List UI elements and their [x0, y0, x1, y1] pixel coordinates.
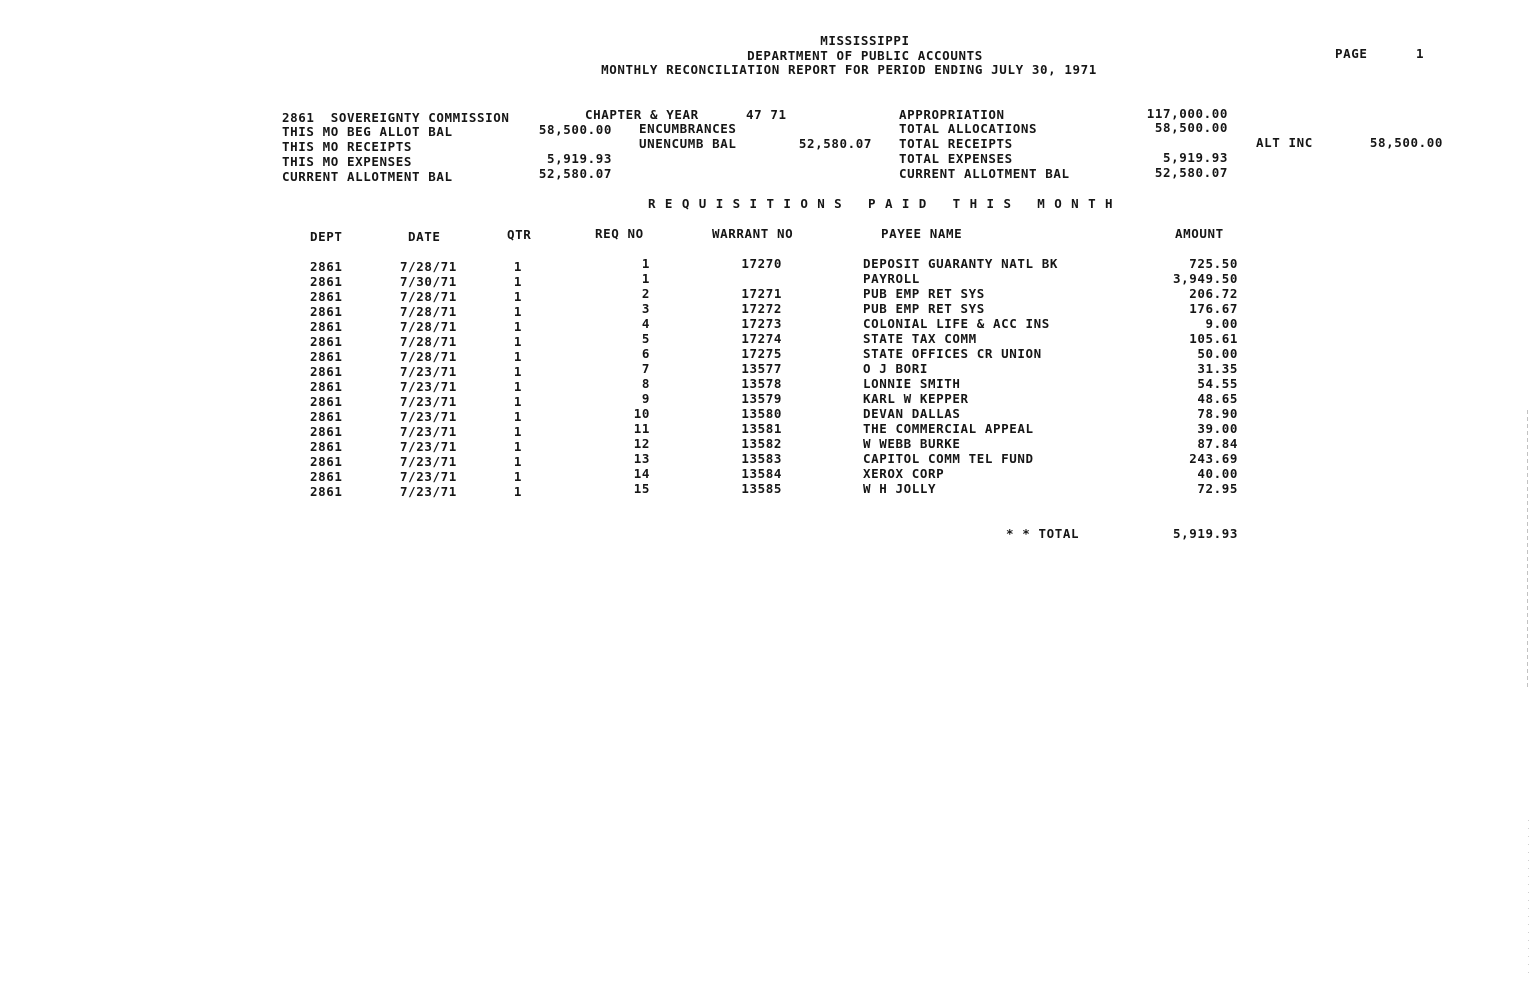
- receipts-label: THIS MO RECEIPTS: [282, 139, 413, 154]
- unencumb-bal-value: 52,580.07: [798, 136, 872, 151]
- cell-date: 7/30/71: [400, 274, 457, 289]
- cell-date: 7/23/71: [400, 439, 457, 454]
- expenses-value: 5,919.93: [546, 151, 612, 166]
- total-value: 5,919.93: [1172, 526, 1238, 541]
- cell-warrant-no: 13579: [741, 391, 782, 406]
- cell-amount: 243.69: [1189, 451, 1238, 466]
- cell-qtr: 1: [513, 304, 523, 319]
- current-allot-bal-value-right: 52,580.07: [1154, 165, 1228, 180]
- cell-req-no: 1: [641, 271, 650, 286]
- cell-warrant-no: 17273: [741, 316, 782, 331]
- col-header-payee-name: PAYEE NAME: [881, 226, 963, 241]
- cell-req-no: 7: [641, 361, 650, 376]
- cell-req-no: 6: [641, 346, 650, 361]
- beg-allot-bal-value: 58,500.00: [538, 122, 612, 137]
- report-state: MISSISSIPPI: [820, 33, 910, 48]
- cell-date: 7/23/71: [400, 364, 457, 379]
- cell-payee: W WEBB BURKE: [863, 436, 961, 451]
- cell-payee: KARL W KEPPER: [863, 391, 969, 406]
- col-header-qtr: QTR: [507, 227, 532, 242]
- cell-dept: 2861: [310, 364, 343, 379]
- cell-warrant-no: 13582: [741, 436, 782, 451]
- cell-amount: 725.50: [1189, 256, 1238, 271]
- cell-req-no: 14: [633, 466, 650, 481]
- cell-req-no: 2: [641, 286, 650, 301]
- cell-dept: 2861: [310, 304, 343, 319]
- cell-payee: PAYROLL: [863, 271, 920, 286]
- scan-edge-artifact: [1527, 410, 1528, 690]
- cell-date: 7/28/71: [400, 289, 457, 304]
- cell-warrant-no: 17275: [741, 346, 782, 361]
- cell-req-no: 8: [641, 376, 650, 391]
- cell-warrant-no: 13580: [741, 406, 782, 421]
- cell-date: 7/28/71: [400, 319, 457, 334]
- cell-amount: 176.67: [1189, 301, 1238, 316]
- cell-qtr: 1: [513, 409, 523, 424]
- cell-qtr: 1: [513, 319, 523, 334]
- cell-date: 7/23/71: [400, 394, 457, 409]
- cell-dept: 2861: [310, 259, 343, 274]
- cell-date: 7/28/71: [400, 304, 457, 319]
- cell-amount: 39.00: [1197, 421, 1238, 436]
- cell-date: 7/23/71: [400, 484, 457, 499]
- total-receipts-label: TOTAL RECEIPTS: [899, 136, 1013, 151]
- cell-dept: 2861: [310, 484, 343, 499]
- section-title: REQUISITIONS PAID THIS MONTH: [648, 196, 1122, 211]
- cell-amount: 87.84: [1197, 436, 1238, 451]
- cell-dept: 2861: [310, 379, 343, 394]
- cell-dept: 2861: [310, 319, 343, 334]
- cell-amount: 105.61: [1189, 331, 1238, 346]
- cell-amount: 9.00: [1205, 316, 1238, 331]
- page-label: PAGE: [1335, 46, 1368, 61]
- cell-warrant-no: 17272: [741, 301, 782, 316]
- current-allot-bal-label: CURRENT ALLOTMENT BAL: [282, 169, 453, 184]
- cell-qtr: 1: [513, 334, 523, 349]
- cell-payee: STATE OFFICES CR UNION: [863, 346, 1042, 361]
- cell-payee: DEVAN DALLAS: [863, 406, 961, 421]
- cell-req-no: 9: [641, 391, 650, 406]
- page-number: 1: [1416, 46, 1425, 61]
- col-header-req-no: REQ NO: [595, 226, 644, 241]
- cell-qtr: 1: [513, 364, 523, 379]
- cell-amount: 54.55: [1197, 376, 1238, 391]
- cell-req-no: 11: [633, 421, 650, 436]
- col-header-warrant-no: WARRANT NO: [712, 226, 794, 241]
- cell-date: 7/28/71: [400, 349, 457, 364]
- cell-date: 7/28/71: [400, 259, 457, 274]
- cell-date: 7/23/71: [400, 469, 457, 484]
- cell-payee: XEROX CORP: [863, 466, 945, 481]
- cell-payee: O J BORI: [863, 361, 929, 376]
- chapter-year-value: 47 71: [746, 107, 787, 122]
- cell-req-no: 13: [633, 451, 650, 466]
- cell-payee: PUB EMP RET SYS: [863, 286, 985, 301]
- current-allot-bal-label-right: CURRENT ALLOTMENT BAL: [899, 166, 1070, 181]
- cell-qtr: 1: [513, 454, 523, 469]
- cell-req-no: 4: [641, 316, 650, 331]
- cell-date: 7/23/71: [400, 424, 457, 439]
- cell-date: 7/23/71: [400, 379, 457, 394]
- cell-req-no: 5: [641, 331, 650, 346]
- cell-dept: 2861: [310, 274, 343, 289]
- cell-qtr: 1: [513, 289, 523, 304]
- cell-warrant-no: 17271: [741, 286, 782, 301]
- cell-payee: COLONIAL LIFE & ACC INS: [863, 316, 1050, 331]
- cell-dept: 2861: [310, 439, 343, 454]
- cell-qtr: 1: [513, 379, 523, 394]
- cell-warrant-no: 13584: [741, 466, 782, 481]
- cell-qtr: 1: [513, 469, 523, 484]
- cell-payee: W H JOLLY: [863, 481, 937, 496]
- col-header-dept: DEPT: [310, 229, 343, 244]
- cell-req-no: 10: [633, 406, 650, 421]
- cell-req-no: 3: [641, 301, 650, 316]
- cell-amount: 78.90: [1197, 406, 1238, 421]
- alt-inc-value: 58,500.00: [1369, 135, 1443, 150]
- cell-payee: STATE TAX COMM: [863, 331, 977, 346]
- total-label: * * TOTAL: [1006, 526, 1080, 541]
- unencumb-bal-label: UNENCUMB BAL: [639, 136, 737, 151]
- cell-date: 7/23/71: [400, 409, 457, 424]
- cell-qtr: 1: [513, 349, 523, 364]
- scan-edge-artifact-lower: [1528, 820, 1529, 980]
- cell-dept: 2861: [310, 289, 343, 304]
- appropriation-value: 117,000.00: [1146, 106, 1228, 121]
- cell-amount: 50.00: [1197, 346, 1238, 361]
- cell-dept: 2861: [310, 349, 343, 364]
- report-department: DEPARTMENT OF PUBLIC ACCOUNTS: [747, 48, 983, 63]
- cell-warrant-no: 13585: [741, 481, 782, 496]
- cell-warrant-no: 17274: [741, 331, 782, 346]
- cell-qtr: 1: [513, 484, 523, 499]
- total-allocations-label: TOTAL ALLOCATIONS: [899, 121, 1038, 136]
- cell-dept: 2861: [310, 469, 343, 484]
- cell-payee: CAPITOL COMM TEL FUND: [863, 451, 1034, 466]
- cell-warrant-no: 13581: [741, 421, 782, 436]
- cell-qtr: 1: [513, 259, 523, 274]
- encumbrances-label: ENCUMBRANCES: [639, 121, 737, 136]
- cell-payee: PUB EMP RET SYS: [863, 301, 985, 316]
- cell-req-no: 12: [633, 436, 650, 451]
- alt-inc-label: ALT INC: [1256, 135, 1313, 150]
- cell-amount: 3,949.50: [1172, 271, 1238, 286]
- report-title: MONTHLY RECONCILIATION REPORT FOR PERIOD ENDING JULY 30, 1971: [601, 62, 1097, 77]
- chapter-year-label: CHAPTER & YEAR: [585, 107, 699, 122]
- cell-payee: DEPOSIT GUARANTY NATL BK: [863, 256, 1059, 271]
- cell-amount: 31.35: [1197, 361, 1238, 376]
- agency-name: 2861 SOVEREIGNTY COMMISSION: [282, 110, 510, 125]
- cell-req-no: 1: [641, 256, 650, 271]
- cell-dept: 2861: [310, 409, 343, 424]
- cell-qtr: 1: [513, 424, 523, 439]
- cell-amount: 206.72: [1189, 286, 1238, 301]
- col-header-amount: AMOUNT: [1175, 226, 1224, 241]
- cell-dept: 2861: [310, 334, 343, 349]
- cell-warrant-no: 13578: [741, 376, 782, 391]
- cell-qtr: 1: [513, 439, 523, 454]
- cell-amount: 72.95: [1197, 481, 1238, 496]
- appropriation-label: APPROPRIATION: [899, 107, 1005, 122]
- cell-qtr: 1: [513, 394, 523, 409]
- expenses-label: THIS MO EXPENSES: [282, 154, 413, 169]
- cell-date: 7/23/71: [400, 454, 457, 469]
- cell-qtr: 1: [513, 274, 523, 289]
- cell-warrant-no: 17270: [741, 256, 782, 271]
- cell-dept: 2861: [310, 424, 343, 439]
- cell-dept: 2861: [310, 454, 343, 469]
- cell-amount: 40.00: [1197, 466, 1238, 481]
- current-allot-bal-value: 52,580.07: [538, 166, 612, 181]
- cell-dept: 2861: [310, 394, 343, 409]
- cell-payee: THE COMMERCIAL APPEAL: [863, 421, 1034, 436]
- cell-date: 7/28/71: [400, 334, 457, 349]
- cell-payee: LONNIE SMITH: [863, 376, 961, 391]
- cell-warrant-no: 13577: [741, 361, 782, 376]
- beg-allot-bal-label: THIS MO BEG ALLOT BAL: [282, 124, 453, 139]
- col-header-date: DATE: [408, 229, 441, 244]
- cell-req-no: 15: [633, 481, 650, 496]
- cell-amount: 48.65: [1197, 391, 1238, 406]
- total-expenses-value: 5,919.93: [1162, 150, 1228, 165]
- cell-warrant-no: 13583: [741, 451, 782, 466]
- total-allocations-value: 58,500.00: [1154, 120, 1228, 135]
- total-expenses-label: TOTAL EXPENSES: [899, 151, 1013, 166]
